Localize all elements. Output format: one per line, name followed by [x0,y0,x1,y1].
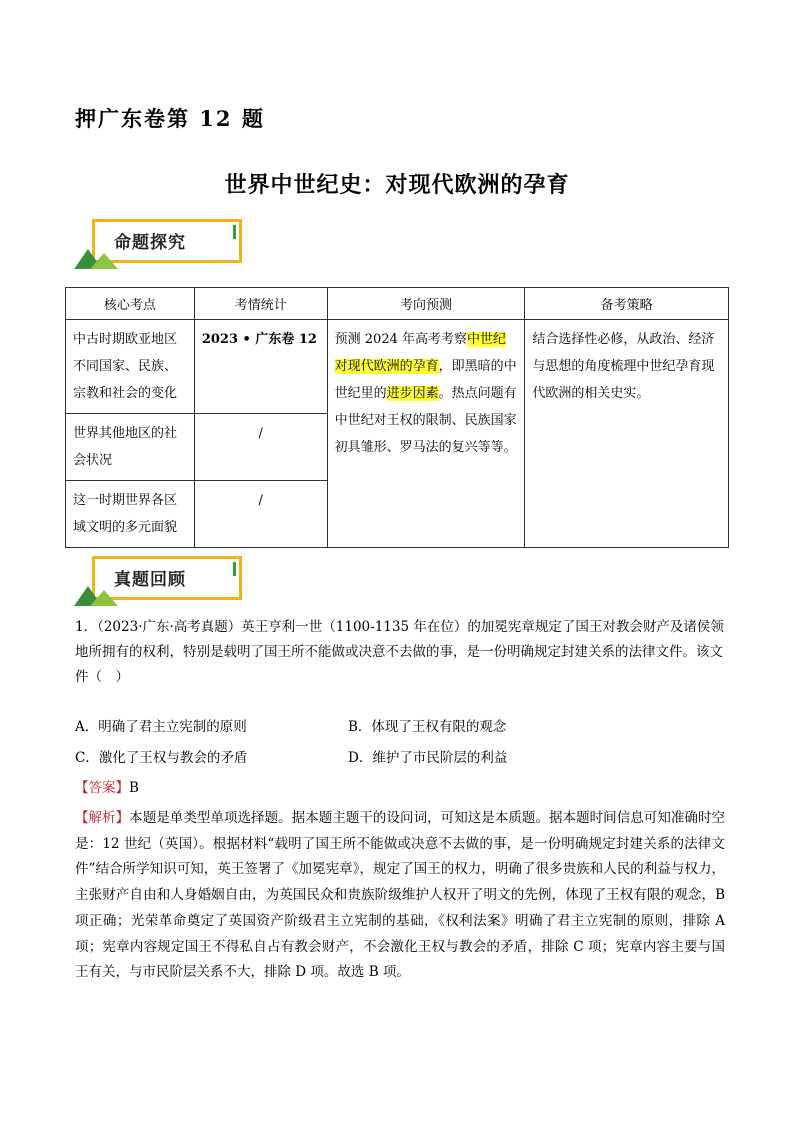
exam-table [65,287,729,548]
option-a: A．明确了君主立宪制的原则 [75,719,247,735]
topic-cell: 中古时期欧亚地区不同国家、民族、宗教和社会的变化 [66,320,195,414]
question-number: 1． [75,619,98,635]
table-header-cell: 考情统计 [194,288,327,320]
answer-label: 【答案】 [75,780,129,796]
table-header-cell: 核心考点 [66,288,195,320]
stat-cell: / [194,481,327,548]
option-d: D．维护了市民阶层的利益 [348,750,508,766]
strategy-cell: 结合选择性必修，从政治、经济与思想的角度梳理中世纪孕育现代欧洲的相关史实。 [525,320,729,548]
answer-line [75,776,139,796]
banner-label: 真题回顾 [114,570,186,590]
page-subtitle: 世界中世纪史：对现代欧洲的孕育 [224,172,570,198]
page-title: 押广东卷第 12 题 [75,106,265,131]
prediction-cell [327,320,525,548]
topic-cell: 世界其他地区的社会状况 [66,414,195,481]
table-header-row [66,288,729,320]
section-banner-explore [84,219,244,267]
prediction-text: ，即黑暗的中世纪里的 [334,359,517,401]
banner-accent-bar [233,562,236,576]
topic-cell: 这一时期世界各区域文明的多元面貌 [66,481,195,548]
banner-accent-bar [233,225,236,239]
option-c: C．激化了王权与教会的矛盾 [75,750,248,766]
analysis-paragraph [75,806,725,986]
prediction-highlight: 进步因素 [386,386,439,401]
stat-cell: 2023 • 广东卷 12 [194,320,327,414]
answer-value: B [129,780,139,796]
section-banner-review [84,556,244,604]
table-header-cell: 备考策略 [525,288,729,320]
analysis-text: 本题是单类型单项选择题。据本题主题干的设问词，可知这是本质题。据本题时间信息可知准确时空是：12 世纪（英国）。根据材料“载明了国王所不能做或决意不去做的事，是一份明确规定封建关系的法律文件”结合所学知识可知，英王签署了《加冕宪章》，规定了国王的权力，明确了很多贵族和人民的利益与权力，主张财产自由和人身婚姻自由，为英国民众和贵族阶级维护人权开了明文的先例，体现了王权有限的观念，B 项正确；光荣革命奠定了英国资产阶级君主立宪制的基础，《权利法案》明确了君主立宪制的原则，排除 A 项；宪章内容规定国王不得私自占有教会财产，不会激化王权与教会的矛盾，排除 C 项；宪章内容主要与国王有关，与市民阶层关系不大，排除 D 项。故选 B 项。 [75,810,726,981]
banner-label: 命题探究 [114,233,186,253]
prediction-text: 预测 2024 年高考考察 [334,332,467,347]
stat-cell: / [194,414,327,481]
table-row [66,320,729,414]
prediction-text: 。热点问题有中世纪对王权的限制、民族国家初具雏形、罗马法的复兴等等。 [334,386,517,455]
analysis-label: 【解析】 [75,810,130,826]
question-stem [75,615,725,690]
prediction-highlight: 中世纪对现代欧洲的孕育 [334,332,507,374]
table-header-cell: 考向预测 [327,288,525,320]
option-b: B．体现了王权有限的观念 [348,719,507,735]
question-text: （2023·广东·高考真题）英王亨利一世（1100-1135 年在位）的加冕宪章规定了国王对教会财产及诸侯领地所拥有的权利，特别是载明了国王所不能做或决意不去做的事，是一份明确规定封建关系的法律文件。该文件（ ） [75,619,724,685]
